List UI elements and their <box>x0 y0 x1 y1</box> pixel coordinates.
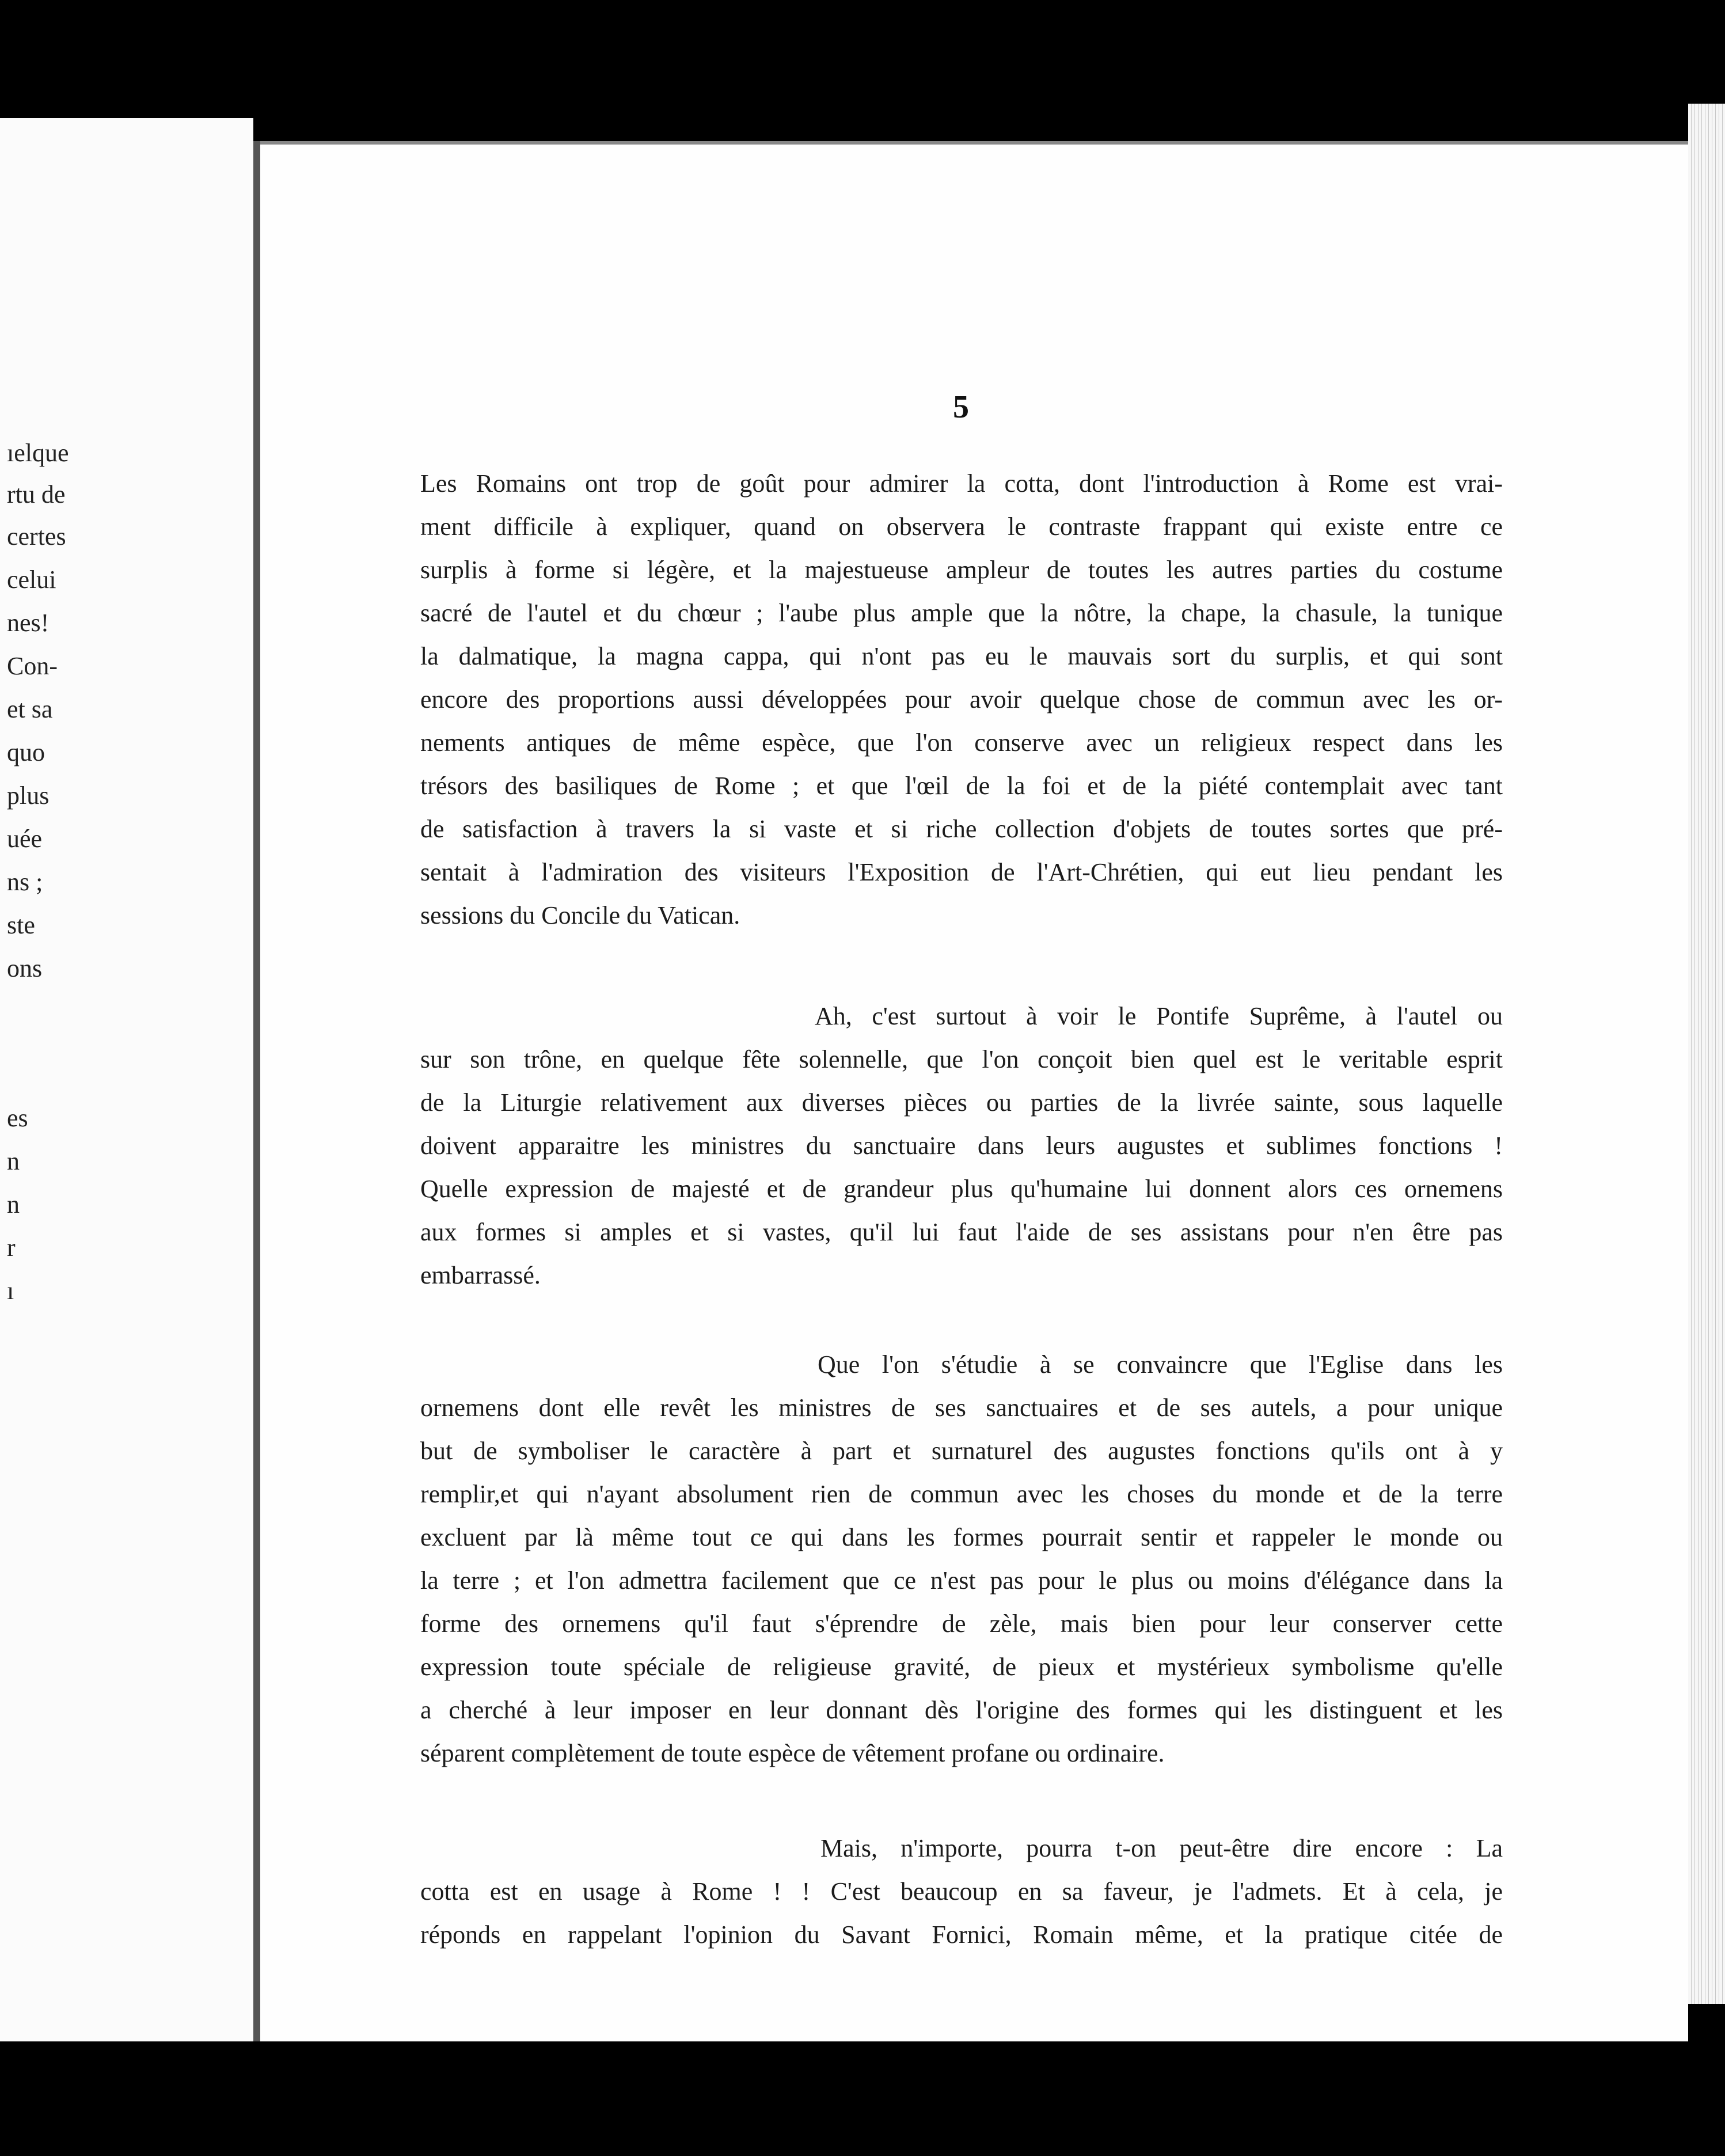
text-line: cotta est en usage à Rome ! ! C'est beaucoup en sa faveur, je l'admets. Et à cela, je <box>420 1877 1503 1906</box>
text-line: excluent par là même tout ce qui dans les formes pourrait sentir et rappeler le monde ou <box>420 1523 1503 1551</box>
text-line: Mais, n'importe, pourra t-on peut-être dire encore : La <box>820 1834 1503 1862</box>
left-page-text: et sa <box>7 695 53 723</box>
text-line: expression toute spéciale de religieuse gravité, de pieux et mystérieux symbolisme qu'elle <box>420 1653 1503 1681</box>
left-page-text: es <box>7 1104 28 1132</box>
page-number: 5 <box>953 389 969 425</box>
text-line: doivent apparaitre les ministres du sanctuaire dans leurs augustes et sublimes fonctions ! <box>420 1132 1503 1160</box>
left-page-text: ns ; <box>7 868 43 896</box>
left-page-text: ı <box>7 1277 14 1305</box>
text-line: aux formes si amples et si vastes, qu'il lui faut l'aide de ses assistans pour n'en être pas <box>420 1218 1503 1246</box>
text-line: sacré de l'autel et du chœur ; l'aube plus ample que la nôtre, la chape, la chasule, la tunique <box>420 599 1503 627</box>
text-line: de satisfaction à travers la si vaste et si riche collection d'objets de toutes sortes que pré- <box>420 815 1503 843</box>
left-page-text: rtu de <box>7 480 66 508</box>
text-line: réponds en rappelant l'opinion du Savant Fornici, Romain même, et la pratique citée de <box>420 1920 1503 1949</box>
book-gutter <box>253 141 260 2041</box>
text-line: nements antiques de même espèce, que l'on conserve avec un religieux respect dans les <box>420 728 1503 757</box>
text-line: forme des ornemens qu'il faut s'éprendre de zèle, mais bien pour leur conserver cette <box>420 1610 1503 1638</box>
text-line: de la Liturgie relativement aux diverses pièces ou parties de la livrée sainte, sous laquelle <box>420 1088 1503 1117</box>
left-page-text: r <box>7 1233 16 1262</box>
left-page-text: nes! <box>7 609 50 637</box>
text-line: trésors des basiliques de Rome ; et que l'œil de la foi et de la piété contemplait avec tant <box>420 772 1503 800</box>
text-line: sessions du Concile du Vatican. <box>420 901 740 929</box>
text-line: la terre ; et l'on admettra facilement que ce n'est pas pour le plus ou moins d'élégance dans la <box>420 1566 1503 1595</box>
text-line: ornemens dont elle revêt les ministres de ses sanctuaires et de ses autels, a pour unique <box>420 1394 1503 1422</box>
text-line: a cherché à leur imposer en leur donnant dès l'origine des formes qui les distinguent et les <box>420 1696 1503 1724</box>
left-page-text: Con- <box>7 652 58 680</box>
text-line: Quelle expression de majesté et de grandeur plus qu'humaine lui donnent alors ces ornemens <box>420 1175 1503 1203</box>
page-edges <box>1688 104 1725 2004</box>
text-line: remplir,et qui n'ayant absolument rien de commun avec les choses du monde et de la terre <box>420 1480 1503 1508</box>
text-line: but de symboliser le caractère à part et surnaturel des augustes fonctions qu'ils ont à y <box>420 1437 1503 1465</box>
text-line: sentait à l'admiration des visiteurs l'Exposition de l'Art-Chrétien, qui eut lieu pendant les <box>420 858 1503 886</box>
left-page-text: uée <box>7 825 43 853</box>
left-page-text: quo <box>7 738 45 766</box>
text-line: Que l'on s'étudie à se convaincre que l'Eglise dans les <box>818 1350 1503 1379</box>
text-line: sur son trône, en quelque fête solennelle, que l'on conçoit bien quel est le veritable esprit <box>420 1045 1503 1073</box>
left-page-text: certes <box>7 522 66 551</box>
left-page <box>0 118 253 2041</box>
text-line: séparent complètement de toute espèce de vêtement profane ou ordinaire. <box>420 1739 1165 1767</box>
left-page-text: ons <box>7 954 43 982</box>
text-line: embarrassé. <box>420 1261 541 1289</box>
text-line: surplis à forme si légère, et la majestueuse ampleur de toutes les autres parties du costume <box>420 556 1503 584</box>
left-page-text: n <box>7 1147 20 1175</box>
text-line: la dalmatique, la magna cappa, qui n'ont pas eu le mauvais sort du surplis, et qui sont <box>420 642 1503 670</box>
page-top-shadow <box>260 141 1688 145</box>
left-page-text: n <box>7 1190 20 1219</box>
text-line: encore des proportions aussi développées pour avoir quelque chose de commun avec les or- <box>420 685 1503 713</box>
left-page-text: ıelque <box>7 439 69 467</box>
text-line: Ah, c'est surtout à voir le Pontife Suprême, à l'autel ou <box>815 1002 1503 1030</box>
left-page-text: plus <box>7 781 50 810</box>
text-line: Les Romains ont trop de goût pour admirer la cotta, dont l'introduction à Rome est vrai- <box>420 469 1503 498</box>
left-page-text: celui <box>7 565 56 594</box>
left-page-text: ste <box>7 911 35 939</box>
text-line: ment difficile à expliquer, quand on observera le contraste frappant qui existe entre ce <box>420 513 1503 541</box>
